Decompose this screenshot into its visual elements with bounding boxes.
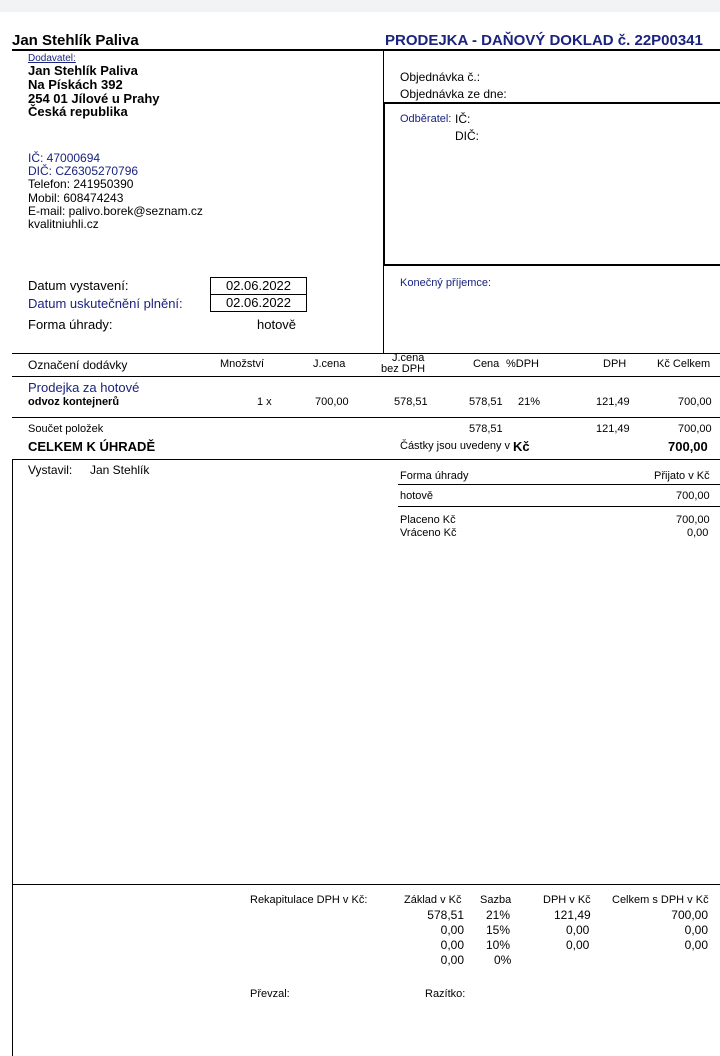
vat-recap-base: 0,00 <box>440 938 464 952</box>
order-number-label: Objednávka č.: <box>400 70 481 84</box>
order-date-label: Objednávka ze dne: <box>400 87 507 101</box>
payment-method: hotově <box>400 490 434 502</box>
document-title: PRODEJKA - DAŇOVÝ DOKLAD č. 22P00341 <box>385 32 703 49</box>
item-unit-price-net: 578,51 <box>394 396 428 408</box>
issue-date-value: 02.06.2022 <box>210 277 307 295</box>
seller-name-header: Jan Stehlík Paliva <box>12 32 139 49</box>
vat-recap-rate: 15% <box>486 923 511 937</box>
supplier-mobile: Mobil: 608474243 <box>28 191 124 205</box>
issue-date-label: Datum vystavení: <box>28 278 129 293</box>
header-rule <box>12 49 720 51</box>
vat-recap-vat: 121,49 <box>554 908 591 922</box>
to-pay-label: CELKEM K ÚHRADĚ <box>28 439 156 454</box>
vat-recap-vat: 0,00 <box>566 938 590 952</box>
vat-recap-rate: 21% <box>486 908 511 922</box>
col-vat-rate: %DPH <box>506 358 540 370</box>
sum-vat: 121,49 <box>596 423 630 435</box>
table-top-rule <box>12 353 720 354</box>
col-price: Cena <box>473 358 500 370</box>
vat-recap-base: 0,00 <box>440 953 464 967</box>
table-header-rule <box>12 376 720 377</box>
sum-label: Součet položek <box>28 423 104 435</box>
vat-recap-rate: 0% <box>494 953 512 967</box>
col-vat: DPH <box>603 358 627 370</box>
supplier-dic: DIČ: CZ6305270796 <box>28 164 139 178</box>
item-quantity: 1 x <box>257 396 272 408</box>
received-by-label: Převzal: <box>250 988 290 1000</box>
recap-top-rule <box>12 884 720 885</box>
supplier-name: Jan Stehlík Paliva <box>28 63 138 78</box>
payment-header-rule <box>398 484 720 485</box>
sum-price: 578,51 <box>469 423 503 435</box>
item-group-title: Prodejka za hotové <box>28 380 140 395</box>
col-unit-price-net-line2: bez DPH <box>381 363 426 375</box>
paid-value: 700,00 <box>676 514 710 526</box>
summary-bottom-rule <box>12 459 720 460</box>
customer-box <box>383 102 720 266</box>
vat-recap-base: 578,51 <box>427 908 464 922</box>
to-pay-value: 700,00 <box>668 439 708 454</box>
supplier-label: Dodavatel: <box>28 53 76 64</box>
supplier-phone: Telefon: 241950390 <box>28 177 134 191</box>
supplier-email: E-mail: palivo.borek@seznam.cz <box>28 204 203 218</box>
supplier-street: Na Pískách 392 <box>28 77 123 92</box>
vat-recap-total: 0,00 <box>684 938 708 952</box>
supplier-ic: IČ: 47000694 <box>28 151 101 165</box>
final-recipient-label: Konečný příjemce: <box>400 277 492 289</box>
item-vat-rate: 21% <box>518 396 541 408</box>
invoice-page <box>0 12 720 1056</box>
item-name: odvoz kontejnerů <box>28 396 120 408</box>
item-vat: 121,49 <box>596 396 630 408</box>
vat-recap-header-total: Celkem s DPH v Kč <box>612 894 709 906</box>
taxable-date-label: Datum uskutečnění plnění: <box>28 296 183 311</box>
item-price: 578,51 <box>469 396 503 408</box>
payment-form-label: Forma úhrady: <box>28 317 113 332</box>
payment-received-column: Přijato v Kč <box>654 470 710 482</box>
returned-value: 0,00 <box>687 527 709 539</box>
col-unit-price-net-line1: J.cena <box>392 352 425 364</box>
currency: Kč <box>513 439 530 454</box>
payment-form-value: hotově <box>257 317 297 332</box>
col-unit-price: J.cena <box>313 358 346 370</box>
taxable-date-value: 02.06.2022 <box>210 294 307 312</box>
vat-recap-total: 0,00 <box>684 923 708 937</box>
col-quantity: Množství <box>220 358 265 370</box>
customer-ic-label: IČ: <box>455 112 471 126</box>
col-description: Označení dodávky <box>28 358 128 372</box>
payment-method-amount: 700,00 <box>676 490 710 502</box>
item-total: 700,00 <box>678 396 712 408</box>
stamp-label: Razítko: <box>425 988 466 1000</box>
vat-recap-header-base: Základ v Kč <box>404 894 462 906</box>
currency-note: Částky jsou uvedeny v <box>400 440 511 452</box>
col-total: Kč Celkem <box>657 358 711 370</box>
supplier-web: kvalitniuhli.cz <box>28 217 99 231</box>
vat-recap-header-vat: DPH v Kč <box>543 894 591 906</box>
customer-dic-label: DIČ: <box>455 129 479 143</box>
sum-total: 700,00 <box>678 423 712 435</box>
vat-recap-vat: 0,00 <box>566 923 590 937</box>
payment-form-column: Forma úhrady <box>400 470 469 482</box>
customer-label: Odběratel: <box>400 113 452 125</box>
vat-recap-title: Rekapitulace DPH v Kč: <box>250 894 368 906</box>
issuer-label: Vystavil: <box>28 463 73 477</box>
issuer-name: Jan Stehlík <box>90 463 150 477</box>
supplier-city: 254 01 Jílové u Prahy <box>28 91 160 106</box>
paid-label: Placeno Kč <box>400 514 456 526</box>
payment-row-rule <box>398 506 720 507</box>
supplier-country: Česká republika <box>28 104 128 119</box>
vat-recap-header-rate: Sazba <box>480 894 512 906</box>
items-bottom-rule <box>12 417 720 418</box>
vat-recap-rate: 10% <box>486 938 511 952</box>
vat-recap-base: 0,00 <box>440 923 464 937</box>
vat-recap-total: 700,00 <box>671 908 708 922</box>
left-border <box>12 460 13 1056</box>
returned-label: Vráceno Kč <box>400 527 457 539</box>
item-unit-price: 700,00 <box>315 396 349 408</box>
